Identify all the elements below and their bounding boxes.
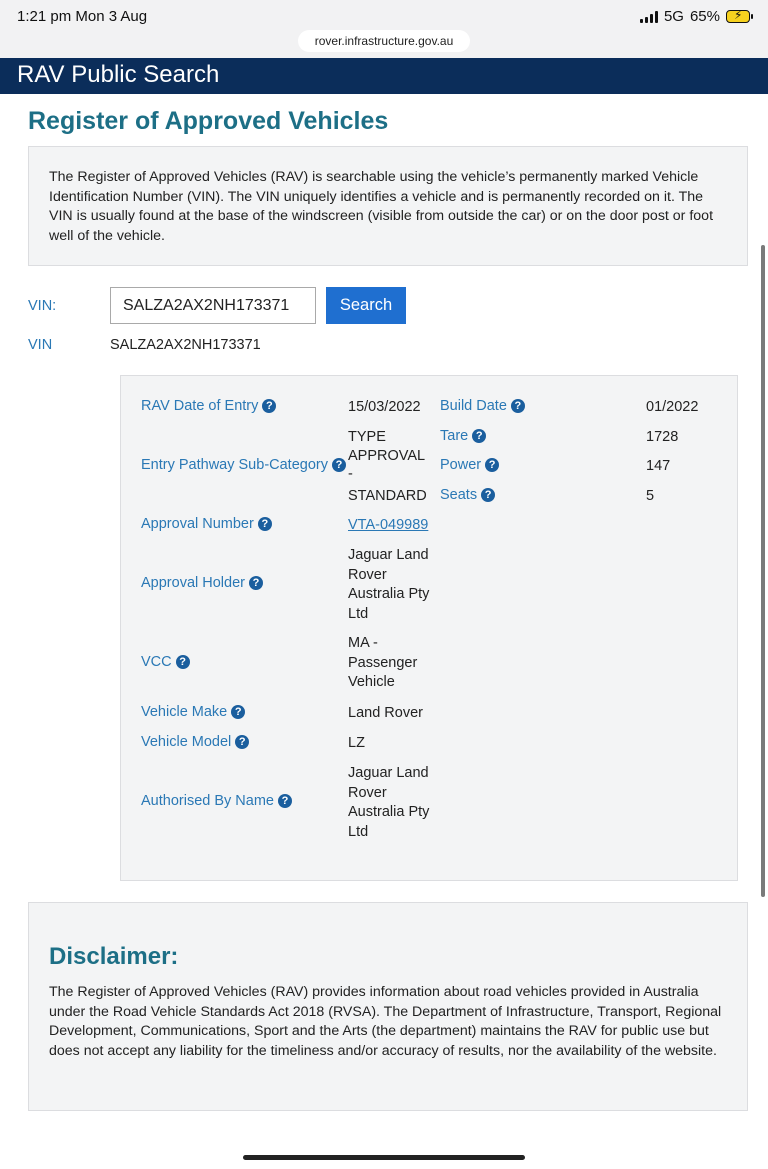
authorised-by-value <box>348 764 429 842</box>
rav-date-of-entry-label: RAV Date of Entry ? <box>141 398 276 414</box>
status-bar <box>0 0 768 58</box>
status-time: 1:21 pm Mon 3 Aug <box>17 8 148 25</box>
approval-holder-line: Jaguar Land <box>348 547 429 563</box>
approval-holder-line: Rover <box>348 566 387 583</box>
build-date-label: Build Date ? <box>440 398 525 414</box>
vcc-line: MA - <box>348 635 378 651</box>
vehicle-make-value: Land Rover <box>348 705 423 721</box>
approval-holder-label: Approval Holder ? <box>141 575 263 591</box>
vin-input[interactable] <box>110 287 316 324</box>
authorised-by-line: Rover <box>348 784 387 801</box>
tare-label: Tare ? <box>440 428 486 444</box>
result-vin-value: SALZA2AX2NH173371 <box>110 337 261 353</box>
entry-pathway-value-3: - <box>348 466 353 482</box>
intro-text: The Register of Approved Vehicles (RAV) is searchable using the vehicle’s permanently marked Vehicle Identification Number (VIN). The VIN uniquely identifies a vehicle and is permanently recorded on it. The VIN is usually found at the base of the windscreen (visible from outside the car) or on the door post or foot well of the vehicle. <box>49 169 714 244</box>
question-circle-icon[interactable]: ? <box>249 576 263 590</box>
entry-pathway-value-2: APPROVAL <box>348 448 426 464</box>
battery-charging-icon: ⚡ <box>726 10 750 23</box>
vcc-line: Passenger <box>348 654 418 671</box>
authorised-by-line: Jaguar Land <box>348 765 429 781</box>
question-circle-icon[interactable]: ? <box>231 705 245 719</box>
cellular-signal-icon <box>640 11 658 23</box>
intro-panel <box>28 146 748 266</box>
seats-value: 5 <box>646 488 655 504</box>
vehicle-details-panel <box>120 375 738 881</box>
battery-percent: 65% <box>689 8 720 25</box>
vcc-label: VCC ? <box>141 654 190 670</box>
vin-input-label: VIN: <box>28 298 57 314</box>
search-button[interactable]: Search <box>326 287 406 324</box>
entry-pathway-value-1: TYPE <box>348 429 386 445</box>
authorised-by-line: Australia Pty <box>348 804 430 821</box>
site-title[interactable]: RAV Public Search <box>17 61 220 88</box>
entry-pathway-value-4: STANDARD <box>348 488 427 504</box>
question-circle-icon[interactable]: ? <box>278 794 292 808</box>
home-indicator[interactable] <box>243 1155 525 1160</box>
approval-number-link[interactable]: VTA-049989 <box>348 517 429 533</box>
address-bar[interactable]: rover.infrastructure.gov.au <box>298 30 470 52</box>
question-circle-icon[interactable]: ? <box>511 399 525 413</box>
approval-holder-line: Australia Pty <box>348 586 430 603</box>
question-circle-icon[interactable]: ? <box>472 429 486 443</box>
page-title: Register of Approved Vehicles <box>28 107 389 135</box>
seats-label: Seats ? <box>440 487 495 503</box>
vcc-line: Vehicle <box>348 674 395 691</box>
approval-holder-line: Ltd <box>348 605 369 622</box>
status-right <box>640 8 750 25</box>
question-circle-icon[interactable]: ? <box>235 735 249 749</box>
vehicle-model-label: Vehicle Model ? <box>141 734 249 750</box>
scrollbar[interactable] <box>761 245 765 897</box>
vehicle-model-value: LZ <box>348 735 365 751</box>
question-circle-icon[interactable]: ? <box>258 517 272 531</box>
question-circle-icon[interactable]: ? <box>262 399 276 413</box>
network-type: 5G <box>663 8 684 25</box>
vehicle-make-label: Vehicle Make ? <box>141 704 245 720</box>
authorised-by-line: Ltd <box>348 823 369 840</box>
build-date-value: 01/2022 <box>646 399 699 415</box>
power-label: Power ? <box>440 457 499 473</box>
power-value: 147 <box>646 458 671 474</box>
site-banner <box>0 58 768 94</box>
question-circle-icon[interactable]: ? <box>176 655 190 669</box>
disclaimer-title: Disclaimer: <box>49 943 179 970</box>
approval-holder-value <box>348 546 429 624</box>
rav-date-of-entry-value: 15/03/2022 <box>348 399 421 415</box>
authorised-by-label: Authorised By Name ? <box>141 793 292 809</box>
question-circle-icon[interactable]: ? <box>481 488 495 502</box>
question-circle-icon[interactable]: ? <box>332 458 346 472</box>
entry-pathway-label: Entry Pathway Sub-Category ? <box>141 457 346 473</box>
question-circle-icon[interactable]: ? <box>485 458 499 472</box>
approval-number-label: Approval Number ? <box>141 516 272 532</box>
tare-value: 1728 <box>646 429 679 445</box>
vcc-value <box>348 634 417 693</box>
result-vin-label: VIN <box>28 337 53 353</box>
disclaimer-panel <box>28 902 748 1111</box>
disclaimer-text: The Register of Approved Vehicles (RAV) provides information about road vehicles provided in Australia under the Road Vehicle Standards Act 2018 (RVSA). The Department of Infrastructure, Transport, Regional Development, Communications, Sport and the Arts (the department) maintains the RAV for public use but does not accept any liability for the timeliness and/or accuracy of results, nor the availability of the website. <box>49 984 722 1059</box>
